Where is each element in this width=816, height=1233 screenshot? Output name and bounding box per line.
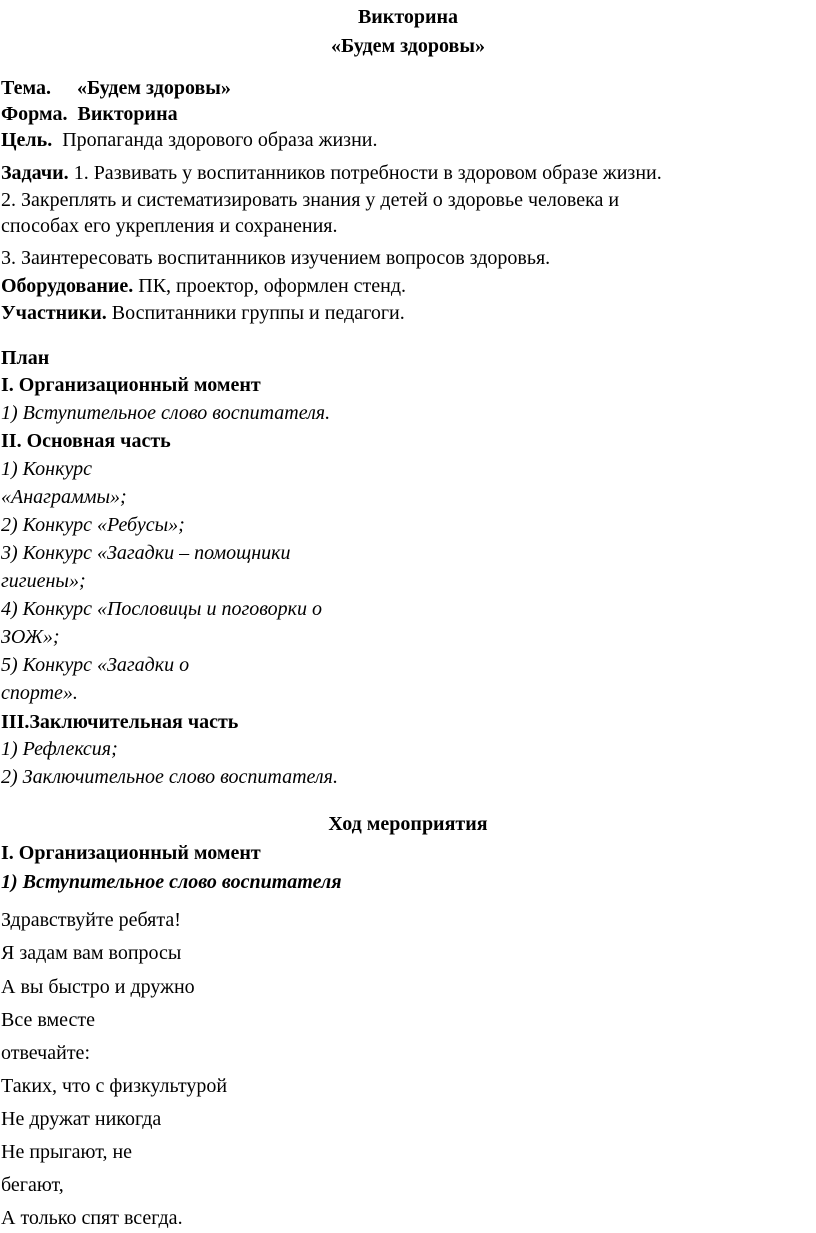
participants-value: Воспитанники группы и педагоги. [111,302,405,324]
poem-line: отвечайте: [1,1042,90,1064]
goal-row [1,127,377,153]
poem-line: Не дружат никогда [1,1108,162,1130]
plan-section2-line: 4) Конкурс «Пословицы и поговорки о [1,598,323,620]
document-title-line2: «Будем здоровы» [331,35,485,57]
plan-section1-title: I. Организационный момент [1,374,261,396]
plan-section2-title: II. Основная часть [1,430,171,452]
poem-line: А только спят всегда. [1,1207,183,1229]
tasks-label: Задачи. [1,162,69,184]
course-subsection-title: 1) Вступительное слово воспитателя [1,871,342,893]
theme-row [1,75,231,101]
document-title-line1: Викторина [357,6,459,28]
plan-section2-line: 3) Конкурс «Загадки – помощники [1,542,291,564]
course-section1-title: I. Организационный момент [1,842,261,864]
participants-row [1,300,405,326]
form-row [1,101,178,127]
plan-section3-item: 1) Рефлексия; [1,738,118,760]
equipment-row [1,273,406,299]
course-heading: Ход мероприятия [328,813,488,835]
plan-section3-title: III.Заключительная часть [1,711,239,733]
poem-line: Я задам вам вопросы [1,942,182,964]
tasks-row [1,160,662,186]
goal-label: Цель. [1,129,53,151]
theme-value: «Будем здоровы» [76,77,231,99]
plan-heading: План [1,347,50,369]
form-label: Форма. [1,103,68,125]
poem-line: Таких, что с физкультурой [1,1075,228,1097]
plan-section2-line: 1) Конкурс [1,458,92,480]
equipment-label: Оборудование. [1,275,134,297]
plan-section1-item: 1) Вступительное слово воспитателя. [1,402,331,424]
plan-section2-line: «Анаграммы»; [1,486,127,508]
plan-section3-item: 2) Заключительное слово воспитателя. [1,766,338,788]
task-1: 1. Развивать у воспитанников потребности в здоровом образе жизни. [73,162,662,184]
poem-line: Все вместе [1,1009,95,1031]
task-2-line2: способах его укрепления и сохранения. [1,215,338,237]
poem-line: Не прыгают, не [1,1141,133,1163]
poem-line: Здравствуйте ребята! [1,909,181,931]
poem-line: бегают, [1,1174,64,1196]
plan-section2-line: 5) Конкурс «Загадки о [1,654,190,676]
plan-section2-line: спорте». [1,682,78,704]
equipment-value: ПК, проектор, оформлен стенд. [138,275,407,297]
plan-section2-line: 2) Конкурс «Ребусы»; [1,514,185,536]
form-value: Викторина [77,103,178,125]
goal-value: Пропаганда здорового образа жизни. [62,129,378,151]
poem-line: А вы быстро и дружно [1,976,195,998]
plan-section2-line: ЗОЖ»; [1,626,60,648]
task-2-line1: 2. Закреплять и систематизировать знания у детей о здоровье человека и [1,189,620,211]
participants-label: Участники. [1,302,107,324]
theme-label: Тема. [1,77,51,99]
task-3: 3. Заинтересовать воспитанников изучением вопросов здоровья. [1,247,551,269]
plan-section2-line: гигиены»; [1,570,86,592]
